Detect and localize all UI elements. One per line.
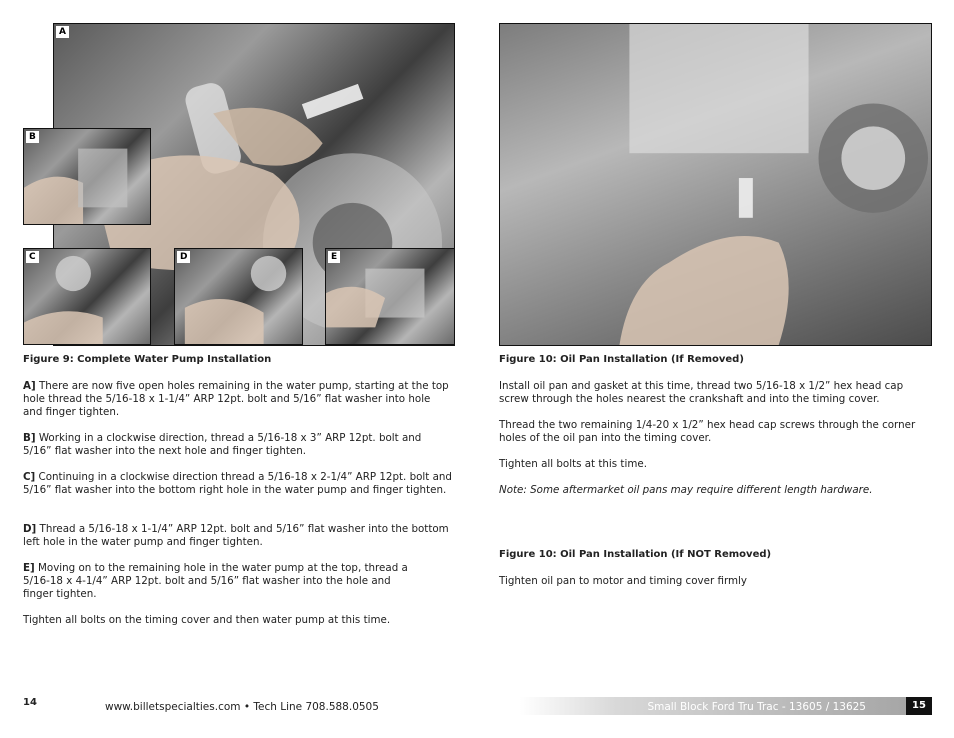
photo-label-e: E: [328, 251, 340, 263]
step-b-key: B]: [23, 432, 36, 444]
photo-label-d: D: [177, 251, 190, 263]
oil-pan-para-3: Tighten all bolts at this time.: [499, 458, 647, 470]
oil-pan-para-4: Tighten oil pan to motor and timing cover firmly: [499, 575, 747, 587]
figure-10-caption-not-removed: Figure 10: Oil Pan Installation (If NOT Removed): [499, 549, 772, 560]
page-number-right: 15: [906, 697, 932, 715]
step-a-key: A]: [23, 380, 36, 392]
left-closing-text: Tighten all bolts on the timing cover and then water pump at this time.: [23, 614, 391, 626]
step-e-key: E]: [23, 562, 35, 574]
step-d-key: D]: [23, 523, 37, 535]
step-c-text: Continuing in a clockwise direction thread a 5/16-18 x 2-1/4” ARP 12pt. bolt and 5/16” flat washer into the bottom right hole in the water pump and finger tighten.: [23, 471, 452, 496]
photo-b: [23, 128, 151, 225]
photo-label-a: A: [56, 26, 69, 38]
photo-label-b: B: [26, 131, 39, 143]
figure-9-caption: Figure 9: Complete Water Pump Installation: [23, 354, 272, 365]
photo-c: [23, 248, 151, 345]
oil-pan-note: Note: Some aftermarket oil pans may require different length hardware.: [499, 484, 873, 496]
step-a: [23, 380, 453, 419]
step-d-text: Thread a 5/16-18 x 1-1/4” ARP 12pt. bolt and 5/16” flat washer into the bottom left hole in the water pump and finger tighten.: [23, 523, 449, 548]
step-a-text: There are now five open holes remaining in the water pump, starting at the top hole thread the 5/16-18 x 1-1/4” ARP 12pt. bolt and 5/16” flat washer into hole and finger tighten.: [23, 380, 449, 418]
photo-d: [174, 248, 303, 345]
page-number-left: 14: [23, 697, 37, 708]
step-e-text: Moving on to the remaining hole in the water pump at the top, thread a 5/16-18 x 4-1/4” ARP 12pt. bolt and 5/16” flat washer into the hole and finger tighten.: [23, 562, 408, 600]
step-c-key: C]: [23, 471, 36, 483]
step-e: [23, 562, 408, 601]
oil-pan-photo-graphic: [500, 24, 931, 345]
footer-product-title: Small Block Ford Tru Trac - 13605 / 13625: [647, 701, 866, 713]
bolt-b-photo-graphic: [24, 129, 150, 224]
photo-oil-pan: [499, 23, 932, 346]
photo-e: [325, 248, 455, 345]
footer-website-tech-line: www.billetspecialties.com • Tech Line 708.588.0505: [105, 701, 379, 713]
figure-10-caption-removed: Figure 10: Oil Pan Installation (If Removed): [499, 354, 744, 365]
step-b-text: Working in a clockwise direction, thread a 5/16-18 x 3” ARP 12pt. bolt and 5/16” flat washer into the next hole and finger tighten.: [23, 432, 422, 457]
step-c: [23, 471, 453, 497]
bolt-d-photo-graphic: [175, 249, 302, 344]
step-b: [23, 432, 453, 458]
step-d: [23, 523, 453, 549]
oil-pan-para-2: Thread the two remaining 1/4-20 x 1/2” hex head cap screws through the corner holes of the oil pan into the timing cover.: [499, 419, 916, 444]
oil-pan-para-1: Install oil pan and gasket at this time, thread two 5/16-18 x 1/2” hex head cap screw through the holes nearest the crankshaft and into the timing cover.: [499, 380, 904, 405]
photo-label-c: C: [26, 251, 39, 263]
bolt-e-photo-graphic: [326, 249, 454, 344]
bolt-c-photo-graphic: [24, 249, 150, 344]
